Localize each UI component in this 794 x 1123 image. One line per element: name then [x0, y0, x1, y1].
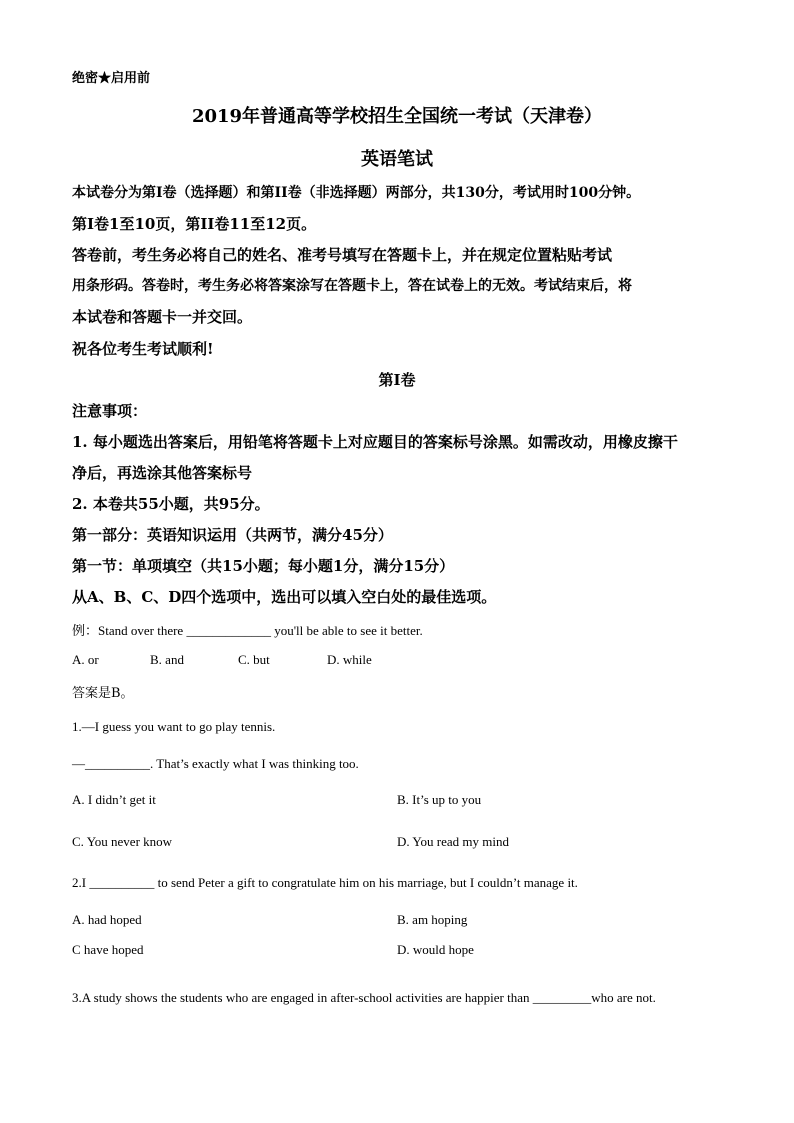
question-2-option-a: A. had hoped [72, 912, 142, 927]
question-1-stem: 1.—I guess you want to go play tennis. [72, 719, 276, 734]
example-option-c: C. but [238, 652, 270, 667]
question-2-option-b: B. am hoping [397, 912, 468, 927]
question-1-stem-2: —__________. That’s exactly what I was thinking too. [72, 756, 359, 771]
section-1-heading: 第一节：单项填空（共15小题；每小题1分，满分15分） [72, 557, 455, 575]
note-1a: 1. 每小题选出答案后，用铅笔将答题卡上对应题目的答案标号涂黑。如需改动，用橡皮擦干 [72, 433, 678, 451]
question-2-option-d: D. would hope [397, 942, 474, 957]
note-2: 2. 本卷共55小题，共95分。 [72, 495, 270, 513]
intro-line-4: 用条形码。答卷时，考生务必将答案涂写在答题卡上，答在试卷上的无效。考试结束后，将 [72, 278, 632, 294]
exam-title: 2019年普通高等学校招生全国统一考试（天津卷） [191, 106, 603, 127]
question-2-option-c: C have hoped [72, 942, 144, 957]
example-option-b: B. and [150, 652, 184, 667]
intro-line-2: 第I卷1至10页，第II卷11至12页。 [72, 215, 317, 233]
notice-heading: 注意事项： [72, 402, 148, 420]
example-stem: 例：Stand over there _____________ you'll be able to see it better. [72, 623, 423, 638]
instruction: 从A、B、C、D四个选项中，选出可以填入空白处的最佳选项。 [72, 588, 497, 606]
question-1-option-b: B. It’s up to you [397, 792, 482, 807]
exam-subtitle: 英语笔试 [361, 149, 433, 170]
question-1-option-a: A. I didn’t get it [72, 792, 156, 807]
example-answer: 答案是B。 [72, 686, 134, 701]
question-2-stem: 2.I __________ to send Peter a gift to congratulate him on his marriage, but I couldn’t manage it. [72, 875, 578, 890]
note-1b: 净后，再选涂其他答案标号 [72, 464, 253, 482]
question-3-stem: 3.A study shows the students who are engaged in after-school activities are happier than _________who are not. [72, 990, 656, 1005]
example-option-a: A. or [72, 652, 99, 667]
intro-line-1: 本试卷分为第I卷（选择题）和第II卷（非选择题）两部分，共130分，考试用时100分钟。 [72, 185, 641, 201]
intro-line-5: 本试卷和答题卡一并交回。 [72, 308, 253, 326]
example-option-d: D. while [327, 652, 372, 667]
question-1-option-d: D. You read my mind [397, 834, 509, 849]
intro-line-6: 祝各位考生考试顺利! [72, 340, 214, 358]
part-1-heading: 第一部分：英语知识运用（共两节，满分45分） [72, 526, 393, 544]
section-title: 第I卷 [378, 371, 416, 389]
question-1-option-c: C. You never know [72, 834, 173, 849]
secret-label: 绝密★启用前 [72, 71, 151, 86]
intro-line-3: 答卷前，考生务必将自己的姓名、准考号填写在答题卡上，并在规定位置粘贴考试 [72, 246, 613, 264]
